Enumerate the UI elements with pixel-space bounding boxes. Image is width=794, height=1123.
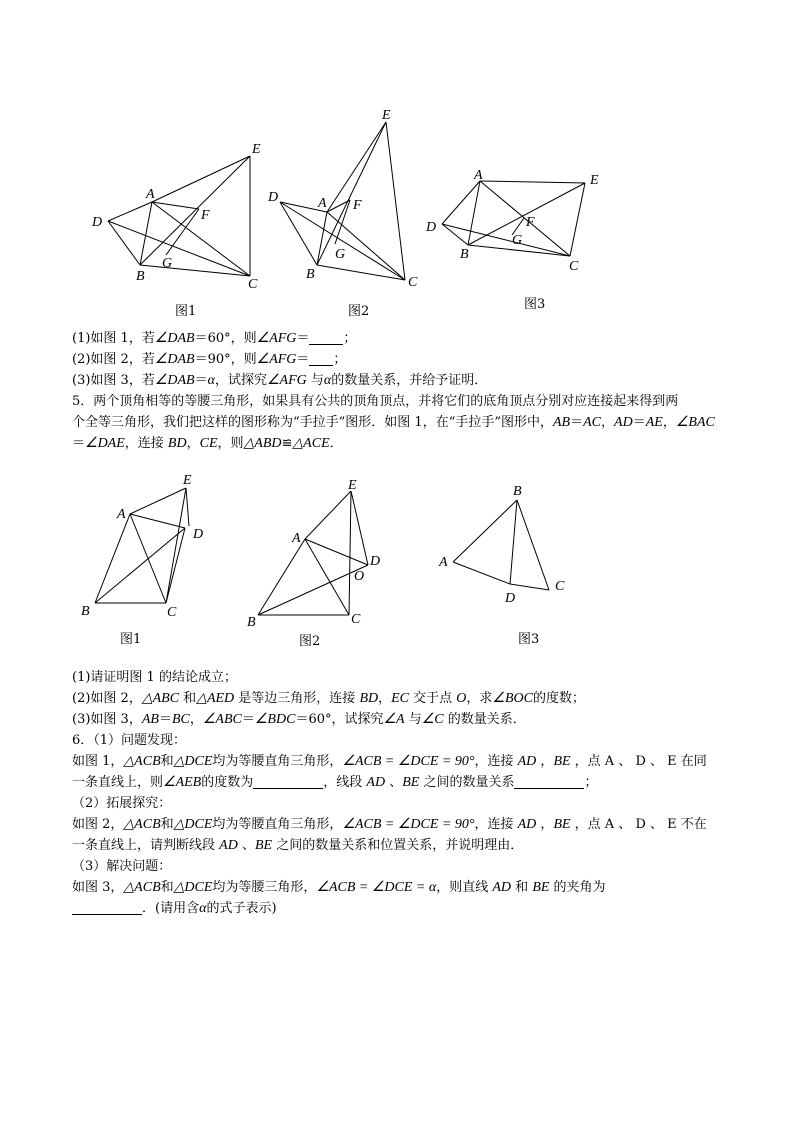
q4-part3: (3)如图 3，若∠DAB＝α，试探究∠AFG 与α的数量关系，并给予证明． bbox=[72, 373, 488, 388]
q5-figure3 bbox=[433, 480, 583, 650]
label-E: E bbox=[348, 478, 357, 493]
figure-caption: 图1 bbox=[120, 632, 142, 647]
label-C: C bbox=[569, 259, 579, 274]
q5-part2: (2)如图 2，△ABC 和△AED 是等边三角形，连接 BD，EC 交于点 O，求∠BOC的度数； bbox=[72, 691, 585, 706]
label-C: C bbox=[555, 579, 565, 594]
label-D: D bbox=[268, 190, 279, 205]
label-A: A bbox=[474, 168, 483, 183]
answer-blank[interactable] bbox=[72, 900, 142, 915]
label-D: D bbox=[505, 591, 516, 606]
geometry-diagram bbox=[420, 160, 620, 320]
label-B: B bbox=[247, 615, 256, 630]
q5-part3: (3)如图 3，AB＝BC，∠ABC＝∠BDC＝60°，试探究∠A 与∠C 的数量关系． bbox=[72, 712, 526, 727]
label-A: A bbox=[318, 196, 327, 211]
q4-part1: (1)如图 1，若∠DAB＝60°，则∠AFG＝ ； bbox=[72, 331, 357, 346]
label-F: F bbox=[526, 215, 535, 230]
q6-title: 6．（1）问题发现： bbox=[72, 733, 187, 748]
label-E: E bbox=[183, 473, 192, 488]
label-A: A bbox=[146, 187, 155, 202]
figure-row1-fig2 bbox=[262, 100, 432, 330]
q5-line1: 5．两个顶角相等的等腰三角形，如果具有公共的顶角顶点，并将它们的底角顶点分别对应连接起来得到两 bbox=[72, 394, 679, 409]
label-E: E bbox=[252, 142, 261, 157]
figure-caption: 图1 bbox=[175, 304, 197, 319]
label-C: C bbox=[167, 605, 177, 620]
geometry-diagram bbox=[262, 100, 432, 330]
label-E: E bbox=[382, 108, 391, 123]
label-B: B bbox=[81, 604, 90, 619]
label-A: A bbox=[292, 531, 301, 546]
q5-figure1 bbox=[75, 470, 215, 650]
label-D: D bbox=[92, 215, 103, 230]
label-O: O bbox=[354, 569, 365, 584]
geometry-diagram bbox=[243, 475, 393, 655]
figure-caption: 图3 bbox=[524, 297, 546, 312]
label-D: D bbox=[370, 554, 381, 569]
label-E: E bbox=[590, 173, 599, 188]
figure-row1-fig1 bbox=[80, 130, 270, 330]
q6-line3: 如图 2，△ACB和△DCE均为等腰直角三角形，∠ACB = ∠DCE = 90°，连接 AD ，BE ，点 A 、 D 、 E 不在 bbox=[72, 817, 707, 832]
q6-sub3: （3）解决问题： bbox=[72, 859, 172, 874]
answer-blank[interactable] bbox=[514, 774, 584, 789]
q6-sub2: （2）拓展探究： bbox=[72, 796, 172, 811]
answer-blank[interactable] bbox=[309, 351, 333, 366]
answer-blank[interactable] bbox=[253, 774, 323, 789]
q5-line2: 个全等三角形，我们把这样的图形称为“手拉手”图形．如图 1，在“手拉手”图形中，AB＝AC，AD＝AE，∠BAC bbox=[72, 415, 715, 430]
label-G: G bbox=[512, 233, 523, 248]
label-B: B bbox=[460, 247, 469, 262]
q6-line6: ．(请用含α的式子表示) bbox=[72, 899, 277, 919]
label-A: A bbox=[117, 507, 126, 522]
label-G: G bbox=[335, 247, 346, 262]
figure-caption: 图3 bbox=[518, 632, 540, 647]
q5-part1: (1)请证明图 1 的结论成立； bbox=[72, 670, 237, 685]
q6-line2: 一条直线上，则∠AEB的度数为 ，线段 AD 、BE 之间的数量关系 ； bbox=[72, 775, 598, 790]
q6-line1: 如图 1，△ACB和△DCE均为等腰直角三角形，∠ACB = ∠DCE = 90°，连接 AD ，BE ，点 A 、 D 、 E 在同 bbox=[72, 754, 707, 769]
label-F: F bbox=[353, 198, 362, 213]
label-C: C bbox=[351, 612, 361, 627]
label-F: F bbox=[201, 208, 210, 223]
q6-line4: 一条直线上，请判断线段 AD 、BE 之间的数量关系和位置关系，并说明理由． bbox=[72, 838, 524, 853]
label-A: A bbox=[439, 555, 448, 570]
label-B: B bbox=[136, 269, 145, 284]
figure-caption: 图2 bbox=[299, 634, 321, 649]
answer-blank[interactable] bbox=[309, 330, 343, 345]
label-D: D bbox=[426, 220, 437, 235]
q4-part2: (2)如图 2，若∠DAB＝90°，则∠AFG＝ ； bbox=[72, 352, 347, 367]
label-B: B bbox=[306, 267, 315, 282]
figure-row1-fig3 bbox=[420, 160, 620, 320]
q5-figure2 bbox=[243, 475, 393, 655]
q6-line5: 如图 3，△ACB和△DCE均为等腰三角形，∠ACB = ∠DCE = α，则直线 AD 和 BE 的夹角为 bbox=[72, 880, 606, 895]
label-B: B bbox=[513, 484, 522, 499]
label-G: G bbox=[162, 256, 173, 271]
q5-line3: ＝∠DAE，连接 BD，CE，则△ABD≌△ACE． bbox=[72, 436, 343, 451]
geometry-diagram bbox=[433, 480, 583, 650]
label-C: C bbox=[248, 277, 258, 292]
figure-caption: 图2 bbox=[348, 304, 370, 319]
label-C: C bbox=[408, 275, 418, 290]
geometry-diagram bbox=[75, 470, 215, 650]
label-D: D bbox=[193, 527, 204, 542]
